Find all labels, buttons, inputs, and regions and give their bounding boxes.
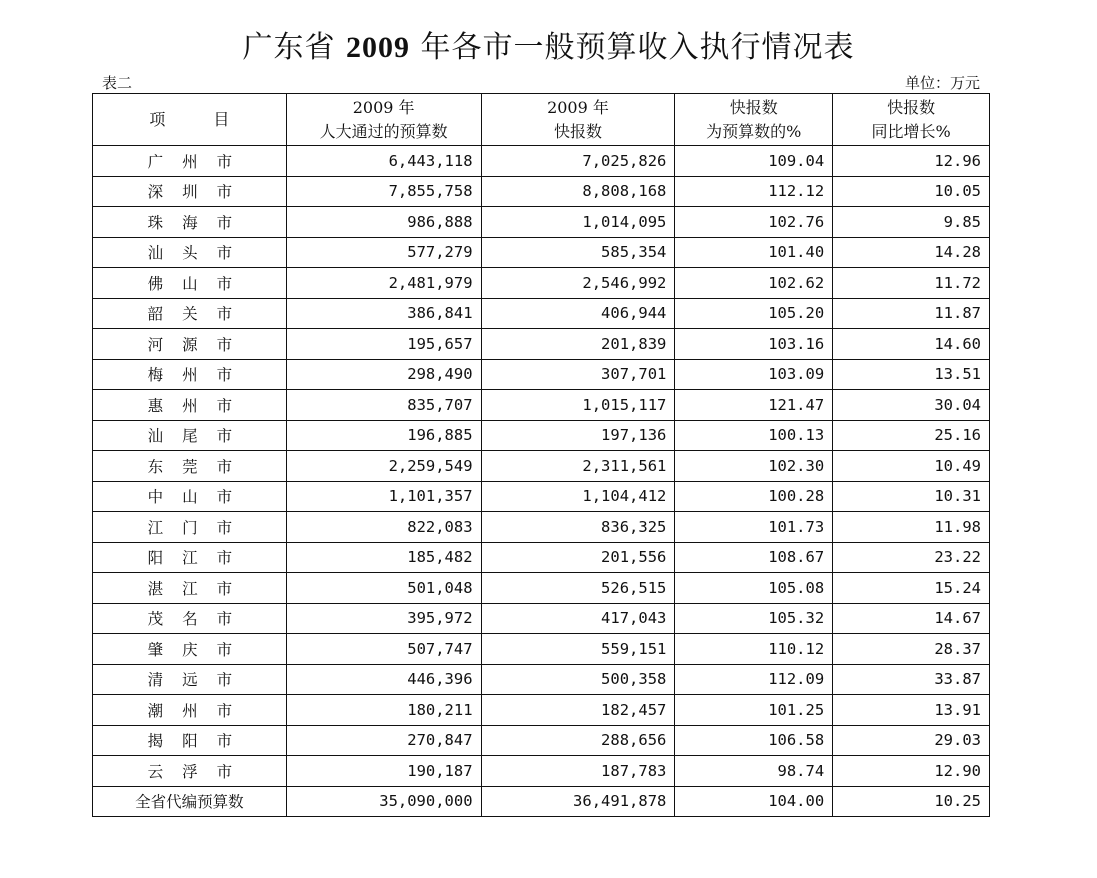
flash-value: 1,014,095 [481,207,675,238]
flash-value: 417,043 [481,603,675,634]
city-name: 东莞市 [93,451,287,482]
table-row [93,542,990,573]
budget-value: 446,396 [286,664,481,695]
ratio-value: 100.28 [675,481,833,512]
growth-value: 12.90 [833,756,990,787]
city-name: 阳江市 [93,542,287,573]
budget-value: 577,279 [286,237,481,268]
growth-value: 12.96 [833,146,990,177]
flash-value: 585,354 [481,237,675,268]
city-name: 汕头市 [93,237,287,268]
ratio-value: 101.40 [675,237,833,268]
flash-value: 1,104,412 [481,481,675,512]
ratio-value: 105.08 [675,573,833,604]
table-row [93,420,990,451]
growth-value: 23.22 [833,542,990,573]
table-row [93,634,990,665]
growth-value: 15.24 [833,573,990,604]
city-name: 中山市 [93,481,287,512]
city-name: 汕尾市 [93,420,287,451]
city-name: 茂名市 [93,603,287,634]
table-row [93,268,990,299]
ratio-value: 100.13 [675,420,833,451]
table-row [93,603,990,634]
growth-value: 9.85 [833,207,990,238]
flash-value: 307,701 [481,359,675,390]
ratio-value: 105.20 [675,298,833,329]
ratio-value: 108.67 [675,542,833,573]
header-budget [286,94,481,146]
flash-value: 201,556 [481,542,675,573]
budget-value: 822,083 [286,512,481,543]
total-budget: 35,090,000 [286,786,481,817]
city-name: 梅州市 [93,359,287,390]
total-ratio: 104.00 [675,786,833,817]
growth-value: 14.67 [833,603,990,634]
budget-value: 386,841 [286,298,481,329]
city-name: 潮州市 [93,695,287,726]
ratio-value: 110.12 [675,634,833,665]
table-row [93,207,990,238]
table-row [93,725,990,756]
city-name: 佛山市 [93,268,287,299]
title-prefix: 广东省 [242,30,346,65]
budget-value: 1,101,357 [286,481,481,512]
table-row [93,176,990,207]
flash-value: 526,515 [481,573,675,604]
flash-value: 836,325 [481,512,675,543]
ratio-value: 102.30 [675,451,833,482]
header-ratio [675,94,833,146]
table-body [93,146,990,817]
unit-label: 单位：万元 [904,74,980,92]
city-name: 韶关市 [93,298,287,329]
header-growth-line2: 同比增长% [871,121,951,141]
flash-value: 288,656 [481,725,675,756]
budget-value: 2,481,979 [286,268,481,299]
flash-value: 500,358 [481,664,675,695]
flash-value: 2,546,992 [481,268,675,299]
ratio-value: 101.73 [675,512,833,543]
page-title [0,22,1097,66]
budget-value: 7,855,758 [286,176,481,207]
budget-value: 986,888 [286,207,481,238]
table-row [93,390,990,421]
table-row [93,481,990,512]
budget-value: 501,048 [286,573,481,604]
growth-value: 10.49 [833,451,990,482]
city-name: 江门市 [93,512,287,543]
growth-value: 11.72 [833,268,990,299]
budget-value: 507,747 [286,634,481,665]
city-name: 广州市 [93,146,287,177]
growth-value: 30.04 [833,390,990,421]
table-row [93,573,990,604]
total-label: 全省代编预算数 [93,786,287,817]
city-name: 惠州市 [93,390,287,421]
budget-value: 395,972 [286,603,481,634]
header-ratio-line2: 为预算数的% [706,121,802,141]
flash-value: 406,944 [481,298,675,329]
city-name: 湛江市 [93,573,287,604]
flash-value: 182,457 [481,695,675,726]
budget-value: 180,211 [286,695,481,726]
budget-value: 2,259,549 [286,451,481,482]
ratio-value: 109.04 [675,146,833,177]
city-name: 肇庆市 [93,634,287,665]
growth-value: 25.16 [833,420,990,451]
growth-value: 13.51 [833,359,990,390]
flash-value: 201,839 [481,329,675,360]
ratio-value: 101.25 [675,695,833,726]
ratio-value: 112.12 [675,176,833,207]
table-row [93,695,990,726]
table-row [93,512,990,543]
header-flash-line1: 2009 年 [547,97,609,117]
header-budget-line2: 人大通过的预算数 [319,121,448,141]
budget-value: 190,187 [286,756,481,787]
total-growth: 10.25 [833,786,990,817]
flash-value: 2,311,561 [481,451,675,482]
table-row [93,329,990,360]
total-flash: 36,491,878 [481,786,675,817]
ratio-value: 112.09 [675,664,833,695]
growth-value: 28.37 [833,634,990,665]
table-row [93,451,990,482]
growth-value: 10.05 [833,176,990,207]
ratio-value: 98.74 [675,756,833,787]
budget-value: 298,490 [286,359,481,390]
budget-value: 270,847 [286,725,481,756]
header-budget-line1: 2009 年 [352,97,415,117]
header-flash [481,94,675,146]
table-row [93,146,990,177]
city-name: 云浮市 [93,756,287,787]
header-item: 项 目 [93,94,287,146]
growth-value: 14.60 [833,329,990,360]
total-row [93,786,990,817]
city-name: 深圳市 [93,176,287,207]
title-suffix: 年各市一般预算收入执行情况表 [410,30,855,65]
budget-value: 196,885 [286,420,481,451]
ratio-value: 121.47 [675,390,833,421]
growth-value: 14.28 [833,237,990,268]
growth-value: 29.03 [833,725,990,756]
table-number: 表二 [102,74,133,92]
ratio-value: 102.76 [675,207,833,238]
budget-value: 6,443,118 [286,146,481,177]
table-row [93,237,990,268]
flash-value: 559,151 [481,634,675,665]
revenue-table [92,93,990,817]
budget-value: 185,482 [286,542,481,573]
header-growth-line1: 快报数 [887,97,936,117]
budget-value: 835,707 [286,390,481,421]
ratio-value: 102.62 [675,268,833,299]
header-ratio-line1: 快报数 [729,97,778,117]
ratio-value: 105.32 [675,603,833,634]
header-row [93,94,990,146]
table-row [93,756,990,787]
growth-value: 11.98 [833,512,990,543]
ratio-value: 103.09 [675,359,833,390]
table-row [93,359,990,390]
city-name: 河源市 [93,329,287,360]
growth-value: 10.31 [833,481,990,512]
ratio-value: 103.16 [675,329,833,360]
flash-value: 197,136 [481,420,675,451]
city-name: 珠海市 [93,207,287,238]
flash-value: 1,015,117 [481,390,675,421]
flash-value: 8,808,168 [481,176,675,207]
growth-value: 13.91 [833,695,990,726]
ratio-value: 106.58 [675,725,833,756]
header-flash-line2: 快报数 [553,121,602,141]
growth-value: 33.87 [833,664,990,695]
growth-value: 11.87 [833,298,990,329]
flash-value: 7,025,826 [481,146,675,177]
city-name: 清远市 [93,664,287,695]
city-name: 揭阳市 [93,725,287,756]
table-row [93,664,990,695]
title-year: 2009 [346,31,410,64]
table-row [93,298,990,329]
budget-value: 195,657 [286,329,481,360]
flash-value: 187,783 [481,756,675,787]
header-growth [833,94,990,146]
